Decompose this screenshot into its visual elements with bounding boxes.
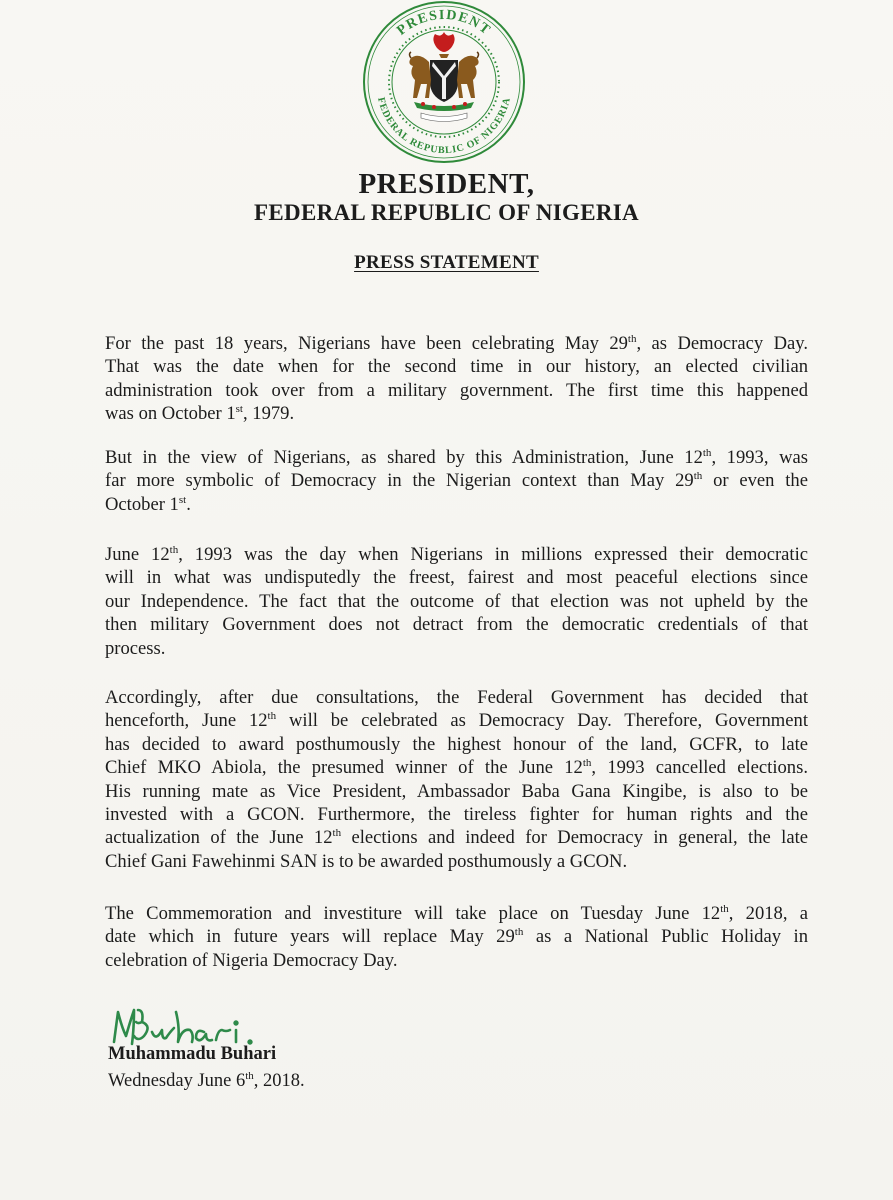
presidential-seal [359,0,529,165]
document-subtitle: FEDERAL REPUBLIC OF NIGERIA [254,200,639,225]
paragraph-1: For the past 18 years, Nigerians have been celebrating May 29th, as Democracy Day. That was the date when for the second time in our history, an elected civilian administration took over from a military government. The first time this happened was on October 1st, 1979. [105,333,808,425]
coat-of-arms-icon [409,32,478,122]
seal-bottom-text: FEDERAL REPUBLIC OF NIGERIA [375,96,513,157]
press-statement-heading: PRESS STATEMENT [354,252,539,273]
paragraph-2: But in the view of Nigerians, as shared by this Administration, June 12th, 1993, was far more symbolic of Democracy in the Nigerian context than May 29th or even the October 1st. [105,447,808,515]
paragraph-3: June 12th, 1993 was the day when Nigerians in millions expressed their democratic will in what was undisputedly the freest, fairest and most peaceful elections since our Independence. The fact that the outcome of that election was not upheld by the then military Government does not detract from the democratic credentials of that process. [105,544,809,659]
paragraph-5: The Commemoration and investiture will take place on Tuesday June 12th, 2018, a date which in future years will replace May 29th as a National Public Holiday in celebration of Nigeria Democracy Day. [105,903,808,971]
signer-name: Muhammadu Buhari [108,1044,277,1064]
paragraph-4: Accordingly, after due consultations, the Federal Government has decided that henceforth, June 12th will be celebrated as Democracy Day. Therefore, Government has decided to award posthumously the highest honour of the land, GCFR, to late Chief MKO Abiola, the presumed winner of the June 12th, 1993 cancelled elections. His running mate as Vice President, Ambassador Baba Gana Kingibe, is also to be invested with a GCON. Furthermore, the tireless fighter for human rights and the actualization of the June 12th elections and indeed for Democracy in general, the late Chief Gani Fawehinmi SAN is to be awarded posthumously a GCON. [105,687,808,872]
signature-date: Wednesday June 6th, 2018. [108,1070,305,1091]
seal-top-text: PRESIDENT [394,7,494,39]
document-title: PRESIDENT, [358,168,535,200]
